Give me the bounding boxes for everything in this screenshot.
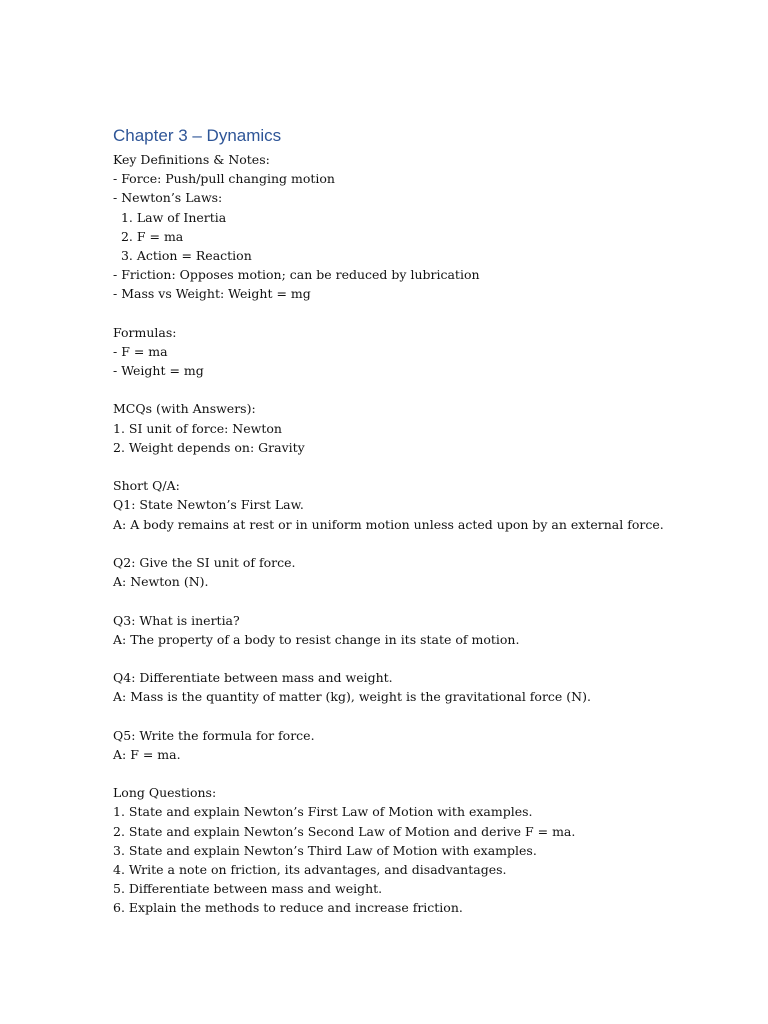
- spacer: [113, 764, 733, 783]
- answer: A: A body remains at rest or in uniform motion unless acted upon by an external force.: [113, 516, 664, 532]
- answer: A: F = ma.: [113, 746, 181, 762]
- formula-item: - Weight = mg: [113, 363, 204, 379]
- long-question-item: 6. Explain the methods to reduce and increase friction.: [113, 900, 463, 916]
- long-question-item: 5. Differentiate between mass and weight.: [113, 881, 383, 897]
- long-questions-heading: Long Questions:: [113, 785, 217, 801]
- long-question-item: 3. State and explain Newton’s Third Law of Motion with examples.: [113, 842, 537, 858]
- spacer: [113, 591, 733, 610]
- short-qa-section: [113, 476, 733, 764]
- question: Q5: Write the formula for force.: [113, 727, 315, 743]
- spacer: [113, 706, 733, 725]
- mcqs-section: [113, 399, 733, 457]
- document-page: [113, 124, 733, 918]
- answer: A: Mass is the quantity of matter (kg), weight is the gravitational force (N).: [113, 689, 591, 705]
- definition-item: 2. F = ma: [113, 228, 184, 244]
- formula-item: - F = ma: [113, 343, 168, 359]
- long-question-item: 4. Write a note on friction, its advantages, and disadvantages.: [113, 861, 507, 877]
- long-question-item: 1. State and explain Newton’s First Law of Motion with examples.: [113, 804, 533, 820]
- mcq-item: 1. SI unit of force: Newton: [113, 420, 282, 436]
- mcq-item: 2. Weight depends on: Gravity: [113, 439, 305, 455]
- formulas-section: [113, 323, 733, 381]
- definition-item: 3. Action = Reaction: [113, 247, 252, 263]
- definition-item: - Newton’s Laws:: [113, 190, 223, 206]
- formulas-heading: Formulas:: [113, 324, 177, 340]
- answer: A: Newton (N).: [113, 574, 209, 590]
- question: Q3: What is inertia?: [113, 612, 240, 628]
- long-questions-section: [113, 783, 733, 917]
- long-question-item: 2. State and explain Newton’s Second Law of Motion and derive F = ma.: [113, 823, 576, 839]
- spacer: [113, 649, 733, 668]
- spacer: [113, 534, 733, 553]
- short-qa-heading: Short Q/A:: [113, 478, 180, 494]
- spacer: [113, 304, 733, 323]
- definitions-section: [113, 150, 733, 304]
- answer: A: The property of a body to resist change in its state of motion.: [113, 631, 520, 647]
- definition-item: - Friction: Opposes motion; can be reduced by lubrication: [113, 267, 480, 283]
- definition-item: - Mass vs Weight: Weight = mg: [113, 286, 311, 302]
- spacer: [113, 380, 733, 399]
- spacer: [113, 457, 733, 476]
- definitions-heading: Key Definitions & Notes:: [113, 152, 270, 167]
- question: Q1: State Newton’s First Law.: [113, 497, 304, 513]
- definition-item: 1. Law of Inertia: [113, 209, 227, 225]
- question: Q2: Give the SI unit of force.: [113, 554, 296, 570]
- mcqs-heading: MCQs (with Answers):: [113, 401, 256, 417]
- definition-item: - Force: Push/pull changing motion: [113, 171, 335, 187]
- question: Q4: Differentiate between mass and weight.: [113, 670, 393, 686]
- chapter-title: Chapter 3 – Dynamics: [113, 126, 282, 145]
